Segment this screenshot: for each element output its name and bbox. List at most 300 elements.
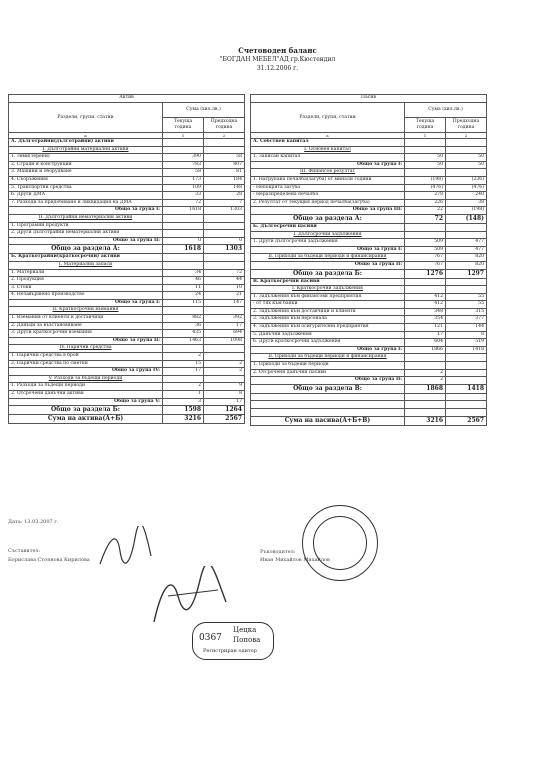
table-row (251, 346, 487, 354)
current-year-value (163, 146, 204, 154)
row-label: Общо за група I: (9, 299, 163, 307)
assets-col-name: Раздели, групи, статии (9, 103, 163, 133)
previous-year-value (446, 377, 487, 385)
row-label: 3. Стоки (9, 284, 163, 292)
previous-year-value (446, 169, 487, 177)
table-row (9, 345, 245, 353)
current-year-value: 17 (163, 368, 204, 376)
row-label: Б. Краткотрайни(краткосрочни) активи (9, 254, 163, 262)
table-row (251, 377, 487, 385)
previous-year-value: 0 (204, 237, 245, 245)
row-label: I. Краткосрочни задължения (251, 286, 405, 294)
table-row (9, 154, 245, 162)
current-year-value: 509 (405, 239, 446, 247)
table-row (251, 146, 487, 154)
previous-year-value: 17 (204, 398, 245, 406)
current-year-value: 354 (405, 316, 446, 324)
previous-year-value: 2 (204, 368, 245, 376)
previous-year-value: (148) (446, 214, 487, 223)
table-row (251, 409, 487, 417)
previous-year-value (204, 345, 245, 353)
row-label: Общо за група I: (251, 161, 405, 169)
previous-year-value: (476) (446, 184, 487, 192)
table-row (251, 401, 487, 409)
assets-idx-2: 2 (204, 133, 245, 139)
row-label: 2. Данъци за възстановяване (9, 322, 163, 330)
current-year-value: 1618 (163, 207, 204, 215)
table-row (251, 324, 487, 332)
row-label: 5. Транспортни средства (9, 184, 163, 192)
row-label: Общо за раздела Б: (9, 406, 163, 415)
table-row (9, 360, 245, 368)
table-row (9, 375, 245, 383)
row-label: Общо за група II: (9, 237, 163, 245)
previous-year-value: (198) (446, 207, 487, 215)
previous-year-value: 2 (204, 360, 245, 368)
table-row (251, 199, 487, 207)
previous-year-value (204, 353, 245, 361)
current-year-value (405, 393, 446, 401)
table-row (9, 245, 245, 254)
current-year-value: 115 (163, 299, 204, 307)
table-row (251, 416, 487, 425)
manager-name: Иван Михайлов Михайлов (260, 557, 330, 563)
auditor-last-name: Попова (233, 636, 261, 644)
table-row (9, 307, 245, 315)
liabilities-idx-1: 1 (405, 133, 446, 139)
table-row (251, 223, 487, 231)
row-label: Общо за група III: (251, 207, 405, 215)
row-label: 7. Разходи за придобиване и ликвидация на ДМА (9, 199, 163, 207)
table-row (9, 322, 245, 330)
current-year-value: 2 (163, 353, 204, 361)
row-label: Общо за раздела А: (9, 245, 163, 254)
row-label: V. Разходи за бъдещи периоди (9, 375, 163, 383)
table-row (9, 139, 245, 147)
row-label (251, 409, 405, 417)
previous-year-value (204, 230, 245, 238)
current-year-value (405, 223, 446, 231)
row-label: А. Собствен капитал (251, 139, 405, 147)
row-label: Общо за група V: (9, 398, 163, 406)
assets-section-header: Актив (9, 95, 245, 103)
row-label: Сума на пасива(А+Б+В) (251, 416, 405, 425)
previous-year-value: 7 (204, 199, 245, 207)
row-label: Общо за група II: (251, 261, 405, 269)
previous-year-value: 184 (204, 176, 245, 184)
previous-year-value (446, 369, 487, 377)
previous-year-value: 477 (446, 246, 487, 254)
table-row (9, 415, 245, 424)
current-year-value: 2 (405, 369, 446, 377)
table-row (251, 176, 487, 184)
row-label: 1. Други дългосрочни задължения (251, 239, 405, 247)
table-row (9, 292, 245, 300)
current-year-value: (476) (405, 184, 446, 192)
previous-year-value: 38 (446, 199, 487, 207)
previous-year-value: 1303 (204, 245, 245, 254)
previous-year-value (204, 214, 245, 222)
table-row (251, 339, 487, 347)
row-label: III. Финансов резултат (251, 169, 405, 177)
row-label: В. Краткосрочни пасиви (251, 278, 405, 286)
row-label: Общо за раздела Б: (251, 269, 405, 278)
previous-year-value (446, 401, 487, 409)
previous-year-value: 148 (204, 184, 245, 192)
previous-year-value: 519 (446, 339, 487, 347)
table-row (9, 184, 245, 192)
previous-year-value: 377 (446, 316, 487, 324)
row-label: Общо за група I: (251, 346, 405, 354)
table-row (9, 222, 245, 230)
table-row (9, 337, 245, 345)
table-row (9, 261, 245, 269)
table-row (9, 237, 245, 245)
previous-year-value: 1297 (446, 269, 487, 278)
current-year-value: 0 (163, 237, 204, 245)
current-year-value (405, 401, 446, 409)
liabilities-idx-2: 2 (446, 133, 487, 139)
table-row (9, 284, 245, 292)
row-label: IV. Парични средства (9, 345, 163, 353)
liabilities-col-current: Текуща година (405, 118, 446, 133)
previous-year-value: 240 (446, 192, 487, 200)
row-label: I. Основен капитал (251, 146, 405, 154)
row-label: II. Приходи за бъдещи периоди и финансирания (251, 254, 405, 262)
row-label: 3. Задължения към персонала (251, 316, 405, 324)
current-year-value: 278 (405, 192, 446, 200)
current-year-value: 412 (405, 301, 446, 309)
auditor-stamp (192, 622, 274, 660)
previous-year-value (446, 362, 487, 370)
table-row (9, 199, 245, 207)
previous-year-value (204, 254, 245, 262)
current-year-value: 783 (163, 161, 204, 169)
assets-col-prev: Предходна година (204, 118, 245, 133)
company-name: "БОГДАН МЕБЕЛ"АД гр.Кюстендил (219, 56, 336, 63)
table-row (9, 161, 245, 169)
previous-year-value (204, 307, 245, 315)
row-label: Общо за група IV: (9, 368, 163, 376)
current-year-value: 2 (163, 383, 204, 391)
compiler-name: Борислава Стоянова Кирилова (8, 557, 90, 563)
table-row (9, 315, 245, 323)
row-label: 4. Съоръжения (9, 176, 163, 184)
table-row (251, 214, 487, 223)
current-year-value: 34 (163, 269, 204, 277)
current-year-value: 50 (405, 154, 446, 162)
liabilities-col-prev: Предходна година (446, 118, 487, 133)
row-label: 4. Незавършено производство (9, 292, 163, 300)
previous-year-value: 58 (204, 154, 245, 162)
previous-year-value: 2567 (204, 415, 245, 424)
current-year-value (405, 231, 446, 239)
table-row (251, 293, 487, 301)
table-row (251, 254, 487, 262)
current-year-value: 348 (405, 308, 446, 316)
table-row (251, 393, 487, 401)
current-year-value: 767 (405, 261, 446, 269)
current-year-value (405, 409, 446, 417)
previous-year-value (446, 146, 487, 154)
table-row (9, 230, 245, 238)
table-row (251, 154, 487, 162)
row-label (251, 393, 405, 401)
previous-year-value: 694 (204, 330, 245, 338)
current-year-value: 33 (163, 192, 204, 200)
auditor-signature (148, 566, 232, 628)
previous-year-value: 8 (204, 391, 245, 399)
current-year-value: 3216 (405, 416, 446, 425)
row-label: - Неразпределена печалба (251, 192, 405, 200)
table-row (251, 139, 487, 147)
previous-year-value: 144 (446, 324, 487, 332)
row-label: 2. Резултат от текущия период печалба(загуба) (251, 199, 405, 207)
current-year-value (163, 375, 204, 383)
previous-year-value (204, 261, 245, 269)
table-row (9, 207, 245, 215)
previous-year-value: 1098 (204, 337, 245, 345)
table-row (251, 207, 487, 215)
current-year-value: 1276 (405, 269, 446, 278)
table-row (9, 169, 245, 177)
current-year-value: 390 (163, 154, 204, 162)
current-year-value: 1463 (163, 337, 204, 345)
current-year-value: 1618 (163, 245, 204, 254)
table-row (251, 239, 487, 247)
current-year-value: 173 (163, 176, 204, 184)
row-label: - Непокрита загуба (251, 184, 405, 192)
current-year-value (163, 307, 204, 315)
row-label: 2. Продукция (9, 277, 163, 285)
table-row (251, 161, 487, 169)
table-row (251, 246, 487, 254)
previous-year-value: 55 (446, 293, 487, 301)
table-row (251, 261, 487, 269)
previous-year-value: 50 (446, 161, 487, 169)
table-row (9, 398, 245, 406)
row-label: А. Дълготрайни(дълготрайни) активи (9, 139, 163, 147)
current-year-value: 2 (405, 377, 446, 385)
current-year-value (163, 254, 204, 262)
row-label: Б. Дългосрочни пасиви (251, 223, 405, 231)
previous-year-value: 477 (446, 239, 487, 247)
table-row (9, 391, 245, 399)
current-year-value: 3216 (163, 415, 204, 424)
row-label: I. Материални запаси (9, 261, 163, 269)
previous-year-value: 1264 (204, 406, 245, 415)
row-label: 3. Машини и оборудване (9, 169, 163, 177)
signing-date: Дата: 13.03.2007 г. (8, 519, 59, 525)
previous-year-value (446, 393, 487, 401)
table-row (251, 184, 487, 192)
previous-year-value (204, 139, 245, 147)
table-row (9, 368, 245, 376)
row-label: - от тях към банки (251, 301, 405, 309)
current-year-value: 109 (163, 184, 204, 192)
previous-year-value: 17 (204, 322, 245, 330)
current-year-value: 412 (405, 293, 446, 301)
row-label: Сума на актива(А+Б) (9, 415, 163, 424)
current-year-value: 1868 (405, 384, 446, 393)
table-row (9, 146, 245, 154)
current-year-value: 72 (163, 199, 204, 207)
current-year-value: 1598 (163, 406, 204, 415)
table-row (251, 269, 487, 278)
current-year-value: (198) (405, 176, 446, 184)
row-label: 1. Земи(терени) (9, 154, 163, 162)
auditor-title: Регистриран одитор (203, 648, 257, 654)
row-label: 6. Други ДМА (9, 192, 163, 200)
row-label: II. Дълготрайни нематериални активи (9, 214, 163, 222)
previous-year-value (204, 146, 245, 154)
table-row (251, 286, 487, 294)
previous-year-value: 1303 (204, 207, 245, 215)
previous-year-value: 21 (204, 292, 245, 300)
current-year-value (163, 261, 204, 269)
assets-col-sum: Сума (хил.лв.) (163, 103, 245, 118)
row-label: 1. Материали (9, 269, 163, 277)
previous-year-value: 81 (204, 169, 245, 177)
current-year-value: 435 (163, 330, 204, 338)
previous-year-value: (236) (446, 176, 487, 184)
row-label: Общо за раздела А: (251, 214, 405, 223)
row-label: 4. Задължения към осигурителни предприятия (251, 324, 405, 332)
compiler-signature (95, 526, 155, 570)
previous-year-value: 28 (204, 192, 245, 200)
previous-year-value: 820 (446, 254, 487, 262)
auditor-number: 0367 (199, 633, 222, 643)
current-year-value: 882 (163, 315, 204, 323)
row-label: 1. Приходи за бъдещи периоди (251, 362, 405, 370)
row-label: 2. Парични средства по сметки (9, 360, 163, 368)
liabilities-section-header: Пасив (251, 95, 487, 103)
row-label: 2. Отсрочени данъчни пасиви (251, 369, 405, 377)
row-label: 1. Програмни продукти (9, 222, 163, 230)
previous-year-value: 2567 (446, 416, 487, 425)
previous-year-value: 315 (446, 308, 487, 316)
report-date: 31.12.2006 г. (256, 65, 299, 72)
company-seal (302, 505, 378, 581)
table-row (9, 214, 245, 222)
previous-year-value: 1418 (446, 384, 487, 393)
row-label: 5. Данъчни задължения (251, 331, 405, 339)
current-year-value: 226 (405, 199, 446, 207)
row-label: 2. Задължения към доставчици и клиенти (251, 308, 405, 316)
previous-year-value: 392 (204, 315, 245, 323)
current-year-value: 1 (163, 391, 204, 399)
table-row (9, 254, 245, 262)
row-label: Общо за група II: (9, 337, 163, 345)
previous-year-value: 10 (204, 284, 245, 292)
row-label: Общо за група II: (251, 377, 405, 385)
document-title: Счетоводен баланс (238, 46, 317, 55)
table-row (251, 169, 487, 177)
current-year-value: 604 (405, 339, 446, 347)
current-year-value (405, 278, 446, 286)
current-year-value: 46 (163, 277, 204, 285)
table-row (9, 406, 245, 415)
table-row (9, 353, 245, 361)
row-label: I. Дълготрайни материални активи (9, 146, 163, 154)
row-label: 2. Отсрочени данъчни активи (9, 391, 163, 399)
table-row (251, 308, 487, 316)
current-year-value (405, 139, 446, 147)
table-row (251, 231, 487, 239)
current-year-value: 50 (405, 161, 446, 169)
current-year-value (163, 139, 204, 147)
table-row (251, 384, 487, 393)
previous-year-value (446, 278, 487, 286)
current-year-value (163, 214, 204, 222)
row-label: 1. Натрупана печалба(загуба) от минали години (251, 176, 405, 184)
current-year-value: 22 (405, 207, 446, 215)
current-year-value (163, 345, 204, 353)
liabilities-col-name: Раздели, групи, статии (251, 103, 405, 133)
table-row (251, 316, 487, 324)
table-row (251, 354, 487, 362)
row-label: 1. Разходи за бъдещи периоди (9, 383, 163, 391)
assets-idx-1: 1 (163, 133, 204, 139)
current-year-value: 509 (405, 246, 446, 254)
previous-year-value: 147 (204, 299, 245, 307)
table-row (251, 362, 487, 370)
previous-year-value (446, 286, 487, 294)
row-label: 1. Задължения към финансови предприятия (251, 293, 405, 301)
auditor-first-name: Цецка (233, 626, 257, 634)
current-year-value: 36 (163, 322, 204, 330)
row-label: Общо за група I: (251, 246, 405, 254)
table-row (251, 278, 487, 286)
current-year-value: 15 (163, 360, 204, 368)
previous-year-value (446, 223, 487, 231)
row-label: 6. Други краткосрочни задължения (251, 339, 405, 347)
current-year-value (163, 222, 204, 230)
previous-year-value (446, 231, 487, 239)
row-label: II. Краткосрочни вземания (9, 307, 163, 315)
row-label: Общо за група I: (9, 207, 163, 215)
current-year-value (405, 354, 446, 362)
table-row (9, 192, 245, 200)
current-year-value: 3 (163, 398, 204, 406)
current-year-value (405, 146, 446, 154)
row-label: 2. Сгради и конструкции (9, 161, 163, 169)
previous-year-value: 8 (446, 331, 487, 339)
table-row (251, 331, 487, 339)
current-year-value: 72 (405, 214, 446, 223)
previous-year-value: 44 (204, 277, 245, 285)
row-label (251, 401, 405, 409)
row-label: 1. Вземания от клиенти и доставчици (9, 315, 163, 323)
previous-year-value: 820 (446, 261, 487, 269)
previous-year-value: 807 (204, 161, 245, 169)
current-year-value: 17 (405, 331, 446, 339)
row-label: 1. Парични средства в брой (9, 353, 163, 361)
liabilities-idx-a: а (251, 133, 405, 139)
previous-year-value (204, 375, 245, 383)
current-year-value: 121 (405, 324, 446, 332)
manager-role: Ръководител: (260, 549, 296, 555)
current-year-value: 767 (405, 254, 446, 262)
previous-year-value: 72 (204, 269, 245, 277)
previous-year-value (446, 409, 487, 417)
table-row (9, 330, 245, 338)
current-year-value (405, 169, 446, 177)
previous-year-value: 9 (204, 383, 245, 391)
previous-year-value: 55 (446, 301, 487, 309)
current-year-value: 58 (163, 169, 204, 177)
previous-year-value (446, 354, 487, 362)
